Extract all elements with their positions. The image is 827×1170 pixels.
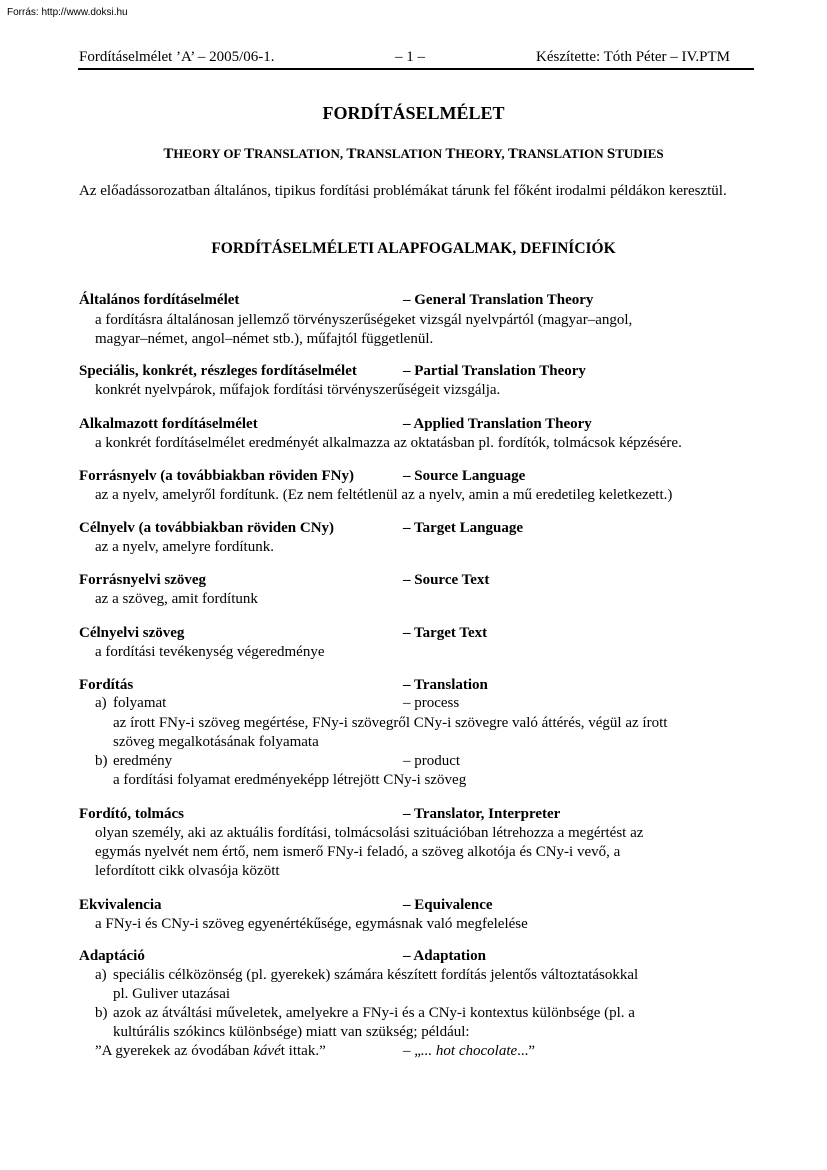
translation-a-line1: az írott FNy-i szöveg megértése, FNy-i szövegről CNy-i szövegre való áttérés, végül az írott <box>113 715 668 731</box>
def-partial-line1: konkrét nyelvpárok, műfajok fordítási törvényszerűségeit vizsgálja. <box>95 382 501 398</box>
term-translation-en: – Translation <box>403 677 488 693</box>
term-translator-hu: Fordító, tolmács <box>79 806 184 822</box>
term-source-language-hu: Forrásnyelv (a továbbiakban röviden FNy) <box>79 468 355 484</box>
def-source-text-line1: az a szöveg, amit fordítunk <box>95 591 258 607</box>
def-general-line2: magyar–német, angol–német stb.), műfajtól függetlenül. <box>95 331 434 347</box>
document-title: FORDÍTÁSELMÉLET <box>322 103 505 123</box>
adaptation-b-label: b) <box>95 1005 108 1021</box>
def-target-text-line1: a fordítási tevékenység végeredménye <box>95 644 325 660</box>
section-title: FORDÍTÁSELMÉLETI ALAPFOGALMAK, DEFINÍCIÓK <box>211 240 616 257</box>
header-page-number: – 1 – <box>395 49 425 65</box>
adaptation-b-line1: azok az átváltási műveletek, amelyekre a FNy-i és a CNy-i kontextus különbsége (pl. a <box>113 1005 635 1021</box>
adaptation-a-label: a) <box>95 967 107 983</box>
term-target-text-hu: Célnyelvi szöveg <box>79 625 185 641</box>
term-partial-hu: Speciális, konkrét, részleges fordításelmélet <box>79 363 357 379</box>
translation-b-en: – product <box>403 753 461 769</box>
translation-b-line1: a fordítási folyamat eredményeképp létrejött CNy-i szöveg <box>113 772 467 788</box>
adaptation-example-hu: ”A gyerekek az óvodában kávét ittak.” <box>95 1043 326 1059</box>
def-target-language-line1: az a nyelv, amelyre fordítunk. <box>95 539 274 555</box>
adaptation-example-en: – „... hot chocolate...” <box>403 1043 536 1059</box>
def-source-language-line1: az a nyelv, amelyről fordítunk. (Ez nem feltétlenül az a nyelv, amin a mű eredetileg keletkezett.) <box>95 487 673 503</box>
term-equivalence-hu: Ekvivalencia <box>79 897 162 913</box>
def-translator-line1: olyan személy, aki az aktuális fordítási, tolmácsolási szituációban létrehozza a megértést az <box>95 825 644 841</box>
term-partial-en: – Partial Translation Theory <box>403 363 586 379</box>
header-course: Fordításelmélet ’A’ – 2005/06-1. <box>79 49 275 65</box>
term-target-language-hu: Célnyelv (a továbbiakban röviden CNy) <box>79 520 335 536</box>
adaptation-a-line1: speciális célközönség (pl. gyerekek) számára készített fordítás jelentős változtatásokkal <box>113 967 639 983</box>
def-applied-line1: a konkrét fordításelmélet eredményét alkalmazza az oktatásban pl. fordítók, tolmácsok képzésére. <box>95 435 682 451</box>
def-translator-line3: lefordított cikk olvasója között <box>95 863 280 879</box>
term-translation-hu: Fordítás <box>79 677 134 693</box>
term-target-language-en: – Target Language <box>403 520 524 536</box>
term-adaptation-hu: Adaptáció <box>79 948 145 964</box>
header-rule <box>78 68 754 70</box>
source-note: Forrás: http://www.doksi.hu <box>7 7 128 18</box>
term-source-language-en: – Source Language <box>403 468 526 484</box>
translation-a-line2: szöveg megalkotásának folyamata <box>113 734 319 750</box>
def-equivalence-line1: a FNy-i és CNy-i szöveg egyenértékűsége, egymásnak való megfelelése <box>95 916 528 932</box>
def-general-line1: a fordításra általánosan jellemző törvényszerűségeket vizsgál nyelvpártól (magyar–angol, <box>95 312 633 328</box>
translation-b-text: eredmény <box>113 753 173 769</box>
term-applied-hu: Alkalmazott fordításelmélet <box>79 416 258 432</box>
term-target-text-en: – Target Text <box>403 625 488 641</box>
translation-a-text: folyamat <box>113 695 167 711</box>
translation-a-label: a) <box>95 695 107 711</box>
adaptation-a-line2: pl. Guliver utazásai <box>113 986 231 1002</box>
document-subtitle: THEORY OF TRANSLATION, TRANSLATION THEORY, TRANSLATION STUDIES <box>163 146 664 162</box>
term-equivalence-en: – Equivalence <box>403 897 493 913</box>
def-translator-line2: egymás nyelvét nem értő, nem ismerő FNy-i feladó, a szöveg alkotója és CNy-i vevő, a <box>95 844 621 860</box>
adaptation-b-line2: kultúrális szókincs különbsége) miatt van szükség; például: <box>113 1024 470 1040</box>
translation-b-label: b) <box>95 753 108 769</box>
header-author: Készítette: Tóth Péter – IV.PTM <box>536 49 731 65</box>
translation-a-en: – process <box>403 695 460 711</box>
term-applied-en: – Applied Translation Theory <box>403 416 592 432</box>
term-general-hu: Általános fordításelmélet <box>79 292 240 308</box>
term-translator-en: – Translator, Interpreter <box>403 806 561 822</box>
term-adaptation-en: – Adaptation <box>403 948 486 964</box>
term-general-en: – General Translation Theory <box>403 292 594 308</box>
term-source-text-hu: Forrásnyelvi szöveg <box>79 572 207 588</box>
term-source-text-en: – Source Text <box>403 572 490 588</box>
intro-paragraph: Az előadássorozatban általános, tipikus fordítási problémákat tárunk fel főként irodalmi példákon keresztül. <box>79 183 727 199</box>
